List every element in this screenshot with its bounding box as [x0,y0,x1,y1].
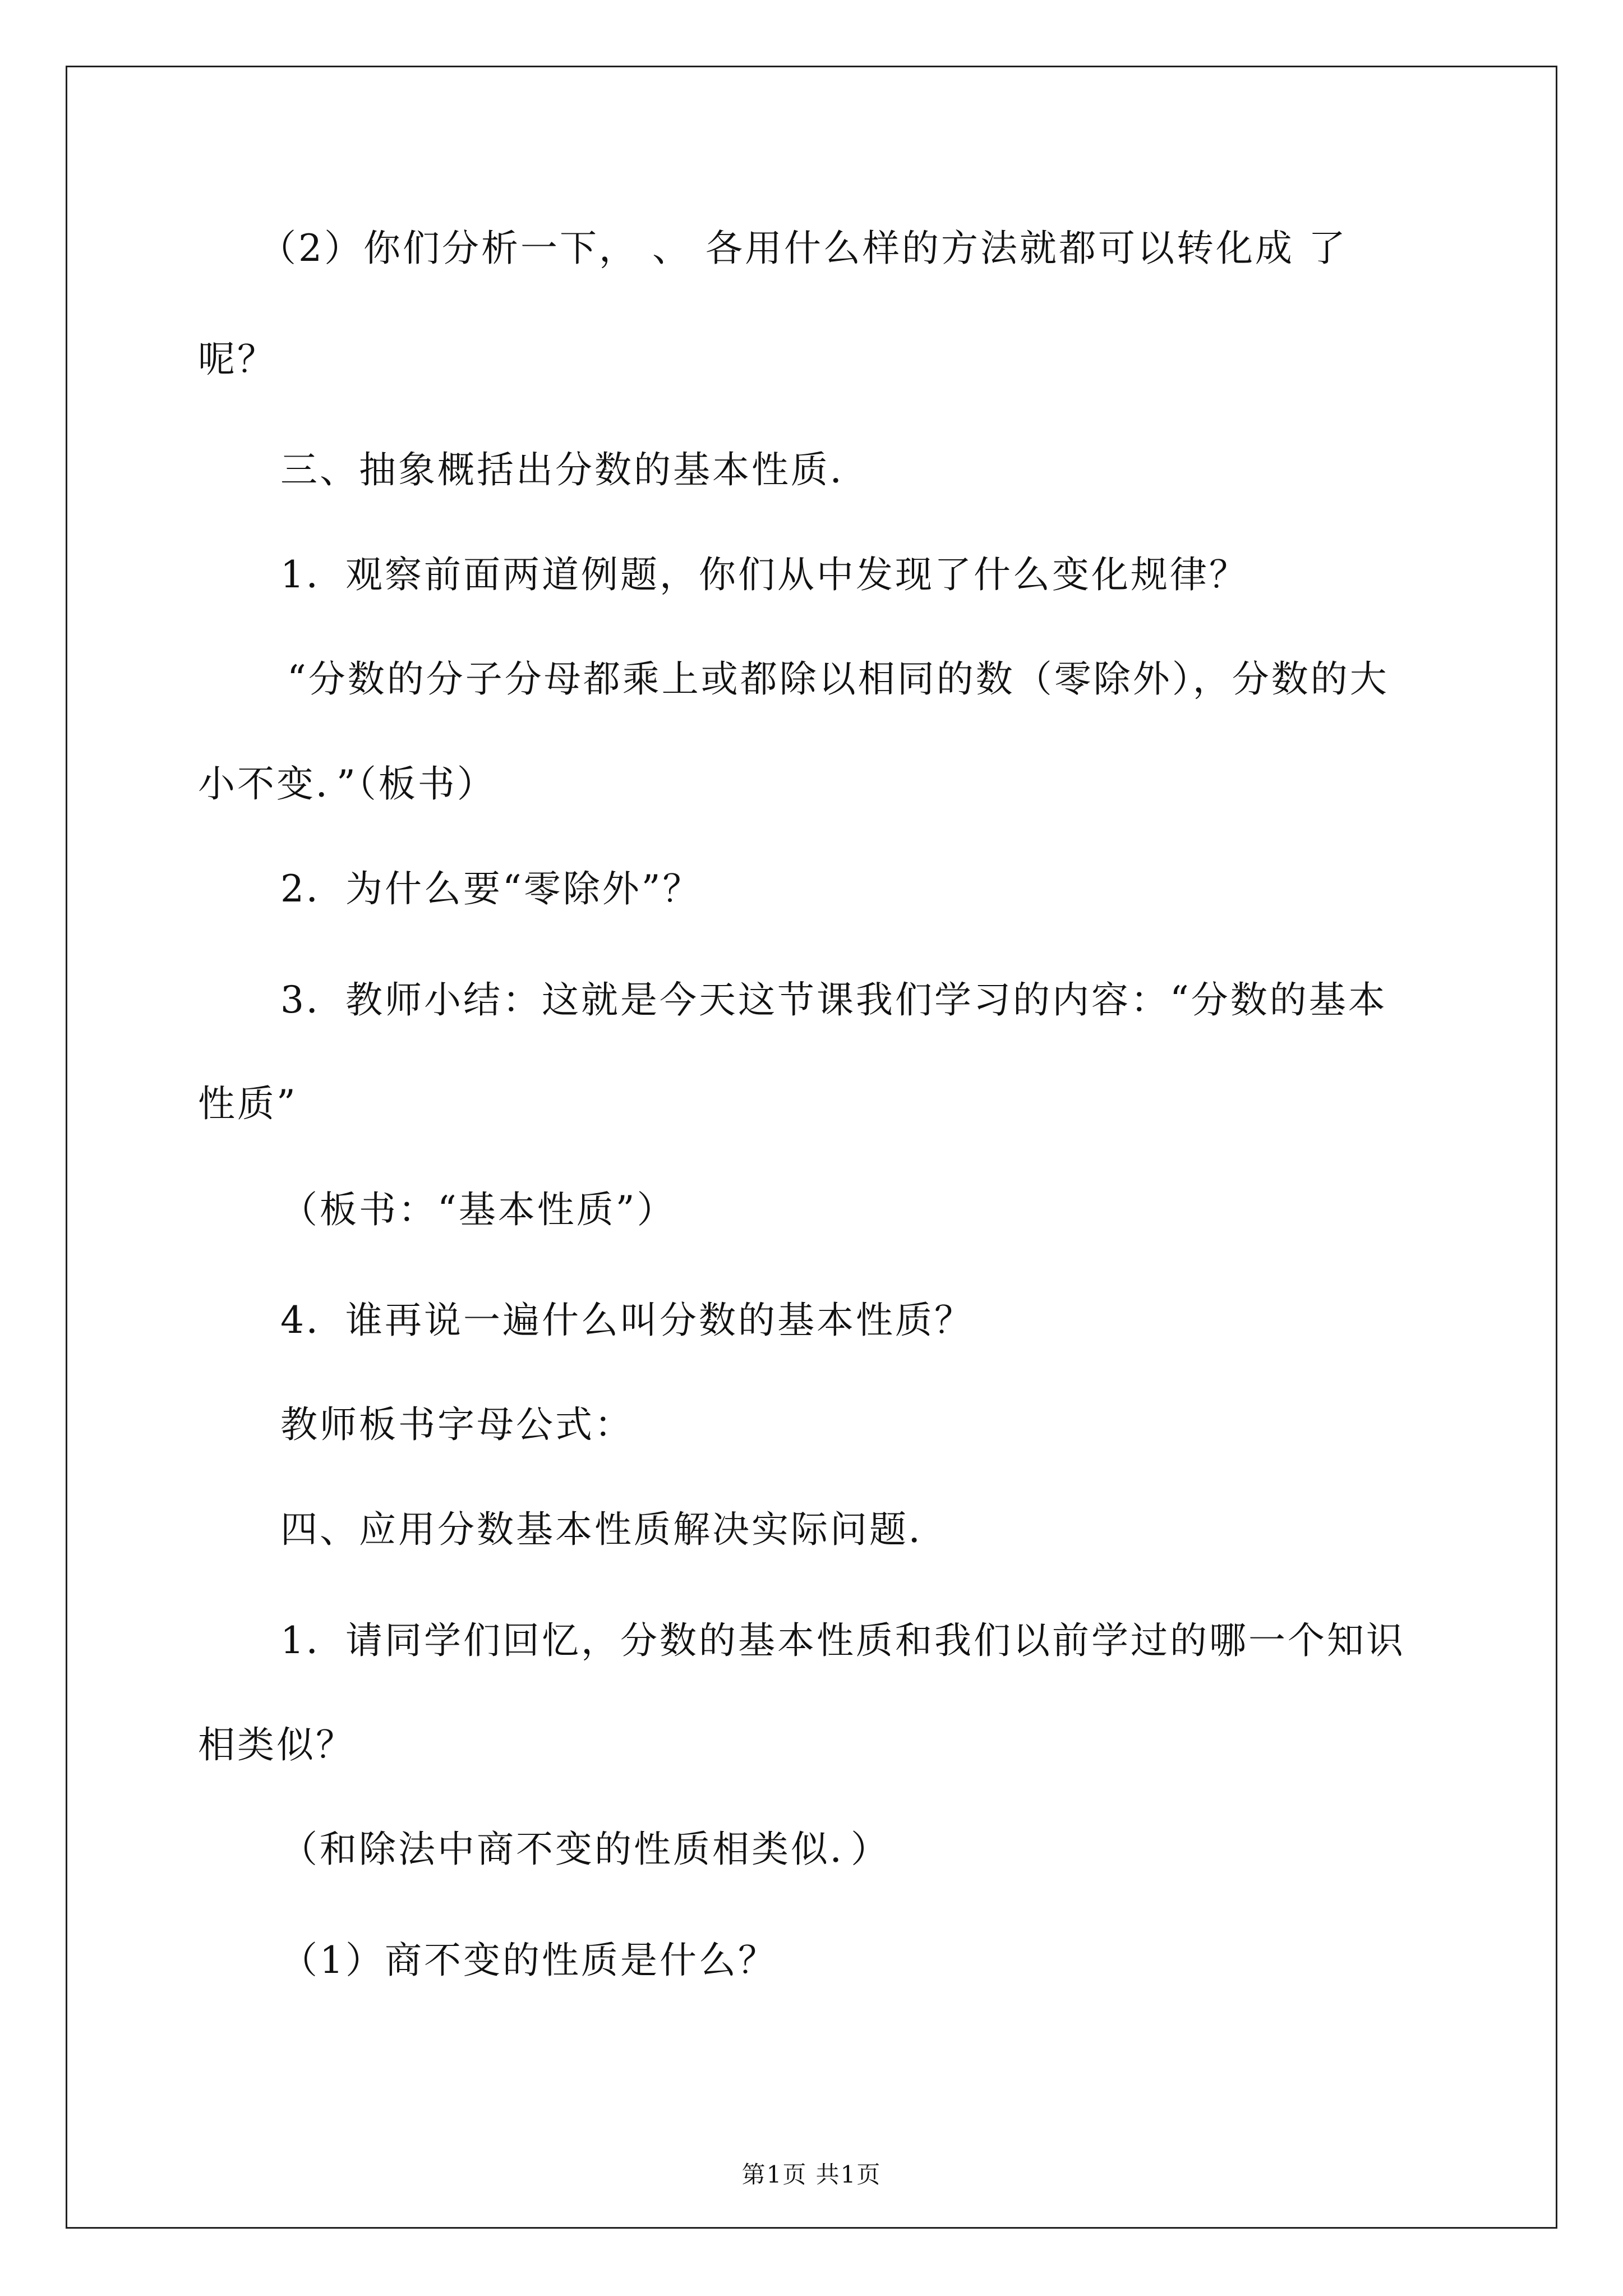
text-line: 呢？ [198,338,276,381]
text-line: 性质” [198,1082,298,1125]
section-heading: 三、抽象概括出分数的基本性质． [280,448,869,491]
text-line: （2）你们分析一下， 、 各用什么样的方法就都可以转化成 了 [259,227,1348,270]
page-number: 第1页 共1页 [741,2161,882,2188]
text-line: “分数的分子分母都乘上或都除以相同的数（零除外），分数的大 [287,657,1389,701]
page-border [66,66,1557,2229]
text-line: （板书：“基本性质”） [280,1188,676,1231]
text-line: 教师板书字母公式： [280,1403,634,1446]
text-line: 相类似？ [198,1723,355,1766]
text-line: （1）商不变的性质是什么？ [280,1939,777,1982]
text-line: 2．为什么要“零除外”？ [280,867,702,910]
section-heading: 四、应用分数基本性质解决实际问题． [280,1508,948,1551]
text-line: 小不变．”（板书） [198,762,496,806]
text-line: 3．教师小结：这就是今天这节课我们学习的内容：“分数的基本 [280,978,1387,1022]
text-line: 4．谁再说一遍什么叫分数的基本性质？ [280,1299,974,1342]
text-line: （和除法中商不变的性质相类似．） [280,1828,890,1871]
text-line: 1．请同学们回忆，分数的基本性质和我们以前学过的哪一个知识 [280,1619,1405,1662]
text-line: 1．观察前面两道例题，你们从中发现了什么变化规律？ [280,553,1248,596]
